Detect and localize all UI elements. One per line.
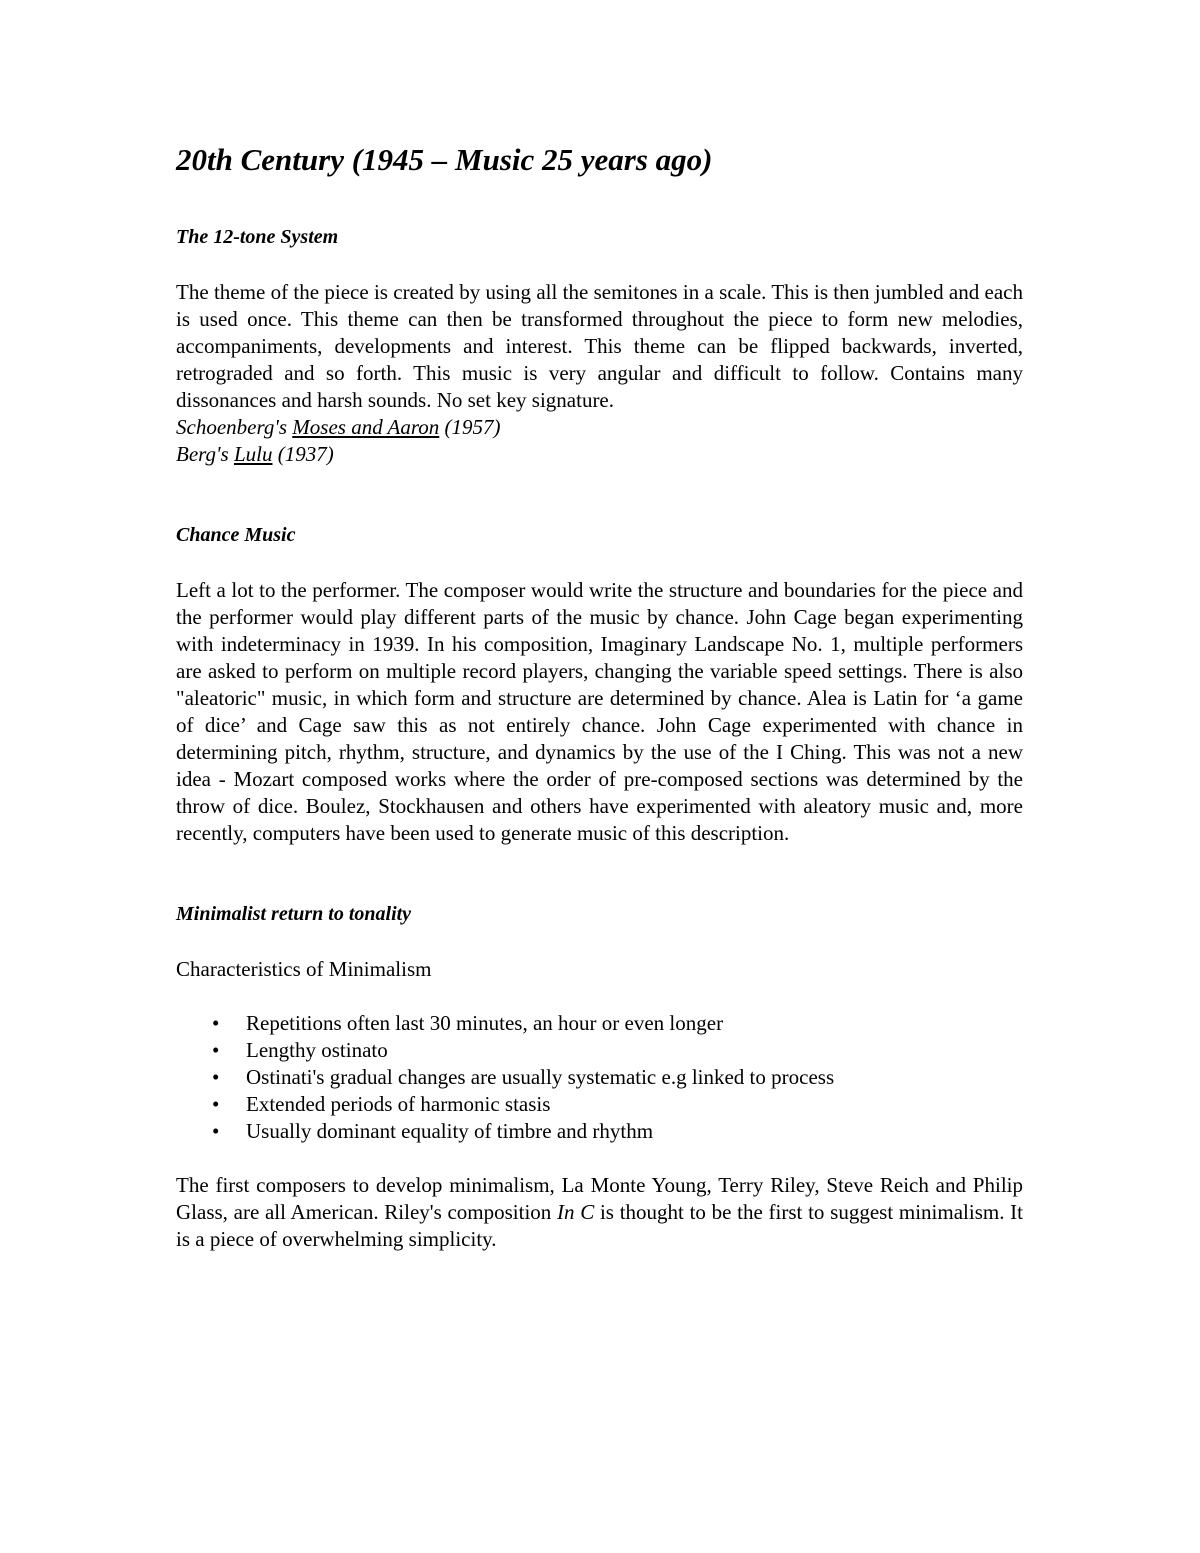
work-title: Lulu	[233, 442, 273, 466]
work-title: Moses and Aaron	[292, 415, 440, 439]
work-title: In C	[557, 1200, 595, 1224]
bullet-icon: •	[212, 1038, 220, 1062]
list-item	[176, 1118, 1023, 1145]
list-item	[176, 1064, 1023, 1091]
bullet-icon: •	[212, 1065, 220, 1089]
paragraph-minimalism	[176, 1172, 1023, 1253]
characteristics-list	[176, 1010, 1023, 1145]
list-item	[176, 1037, 1023, 1064]
list-item-text: Ostinati's gradual changes are usually systematic e.g linked to process	[246, 1065, 835, 1089]
section-twelve-tone	[176, 224, 1023, 468]
work-reference-schoenberg	[176, 414, 1023, 441]
section-heading-chance-music: Chance Music	[176, 524, 296, 546]
list-item	[176, 1010, 1023, 1037]
composer-name: Berg's	[176, 442, 234, 466]
work-reference-berg	[176, 441, 1023, 468]
paragraph-text: The first composers to develop minimalism, La Monte Young, Terry Riley, Steve Reich and Philip Glass, are all American. Riley's composition	[176, 1173, 1023, 1224]
section-minimalism	[176, 901, 1023, 1253]
composer-name: Schoenberg's	[176, 415, 293, 439]
list-item-text: Usually dominant equality of timbre and rhythm	[246, 1119, 654, 1143]
document-page	[176, 140, 1023, 1253]
list-item-text: Extended periods of harmonic stasis	[246, 1092, 551, 1116]
paragraph-text: is thought to be the first to suggest minimalism. It is a piece of overwhelming simplicity.	[176, 1200, 1023, 1251]
paragraph-twelve-tone: The theme of the piece is created by using all the semitones in a scale. This is then jumbled and each is used once. This theme can then be transformed throughout the piece to form new melodies, accompaniments, developments and interest. This theme can be flipped backwards, inverted, retrograded and so forth. This music is very angular and difficult to follow. Contains many dissonances and harsh sounds. No set key signature.	[176, 280, 1023, 412]
work-year: (1957)	[439, 415, 501, 439]
work-year: (1937)	[272, 442, 334, 466]
paragraph-chance-music: Left a lot to the performer. The composer would write the structure and boundaries for the piece and the performer would play different parts of the music by chance. John Cage began experimenting with indeterminacy in 1939. In his composition, Imaginary Landscape No. 1, multiple performers are asked to perform on multiple record players, changing the variable speed settings. There is also "aleatoric" music, in which form and structure are determined by chance. Alea is Latin for ‘a game of dice’ and Cage saw this as not entirely chance. John Cage experimented with chance in determining pitch, rhythm, structure, and dynamics by the use of the I Ching. This was not a new idea - Mozart composed works where the order of pre-composed sections was determined by the throw of dice. Boulez, Stockhausen and others have experimented with aleatory music and, more recently, computers have been used to generate music of this description.	[176, 578, 1023, 845]
section-heading-minimalism: Minimalist return to tonality	[176, 903, 412, 925]
bullet-icon: •	[212, 1119, 220, 1143]
list-item-text: Repetitions often last 30 minutes, an hour or even longer	[246, 1011, 724, 1035]
subheading-characteristics: Characteristics of Minimalism	[176, 957, 432, 981]
section-heading-twelve-tone: The 12-tone System	[176, 226, 339, 248]
document-title: 20th Century (1945 – Music 25 years ago)	[176, 142, 713, 177]
bullet-icon: •	[212, 1011, 220, 1035]
section-chance-music	[176, 522, 1023, 847]
list-item	[176, 1091, 1023, 1118]
list-item-text: Lengthy ostinato	[246, 1038, 388, 1062]
bullet-icon: •	[212, 1092, 220, 1116]
